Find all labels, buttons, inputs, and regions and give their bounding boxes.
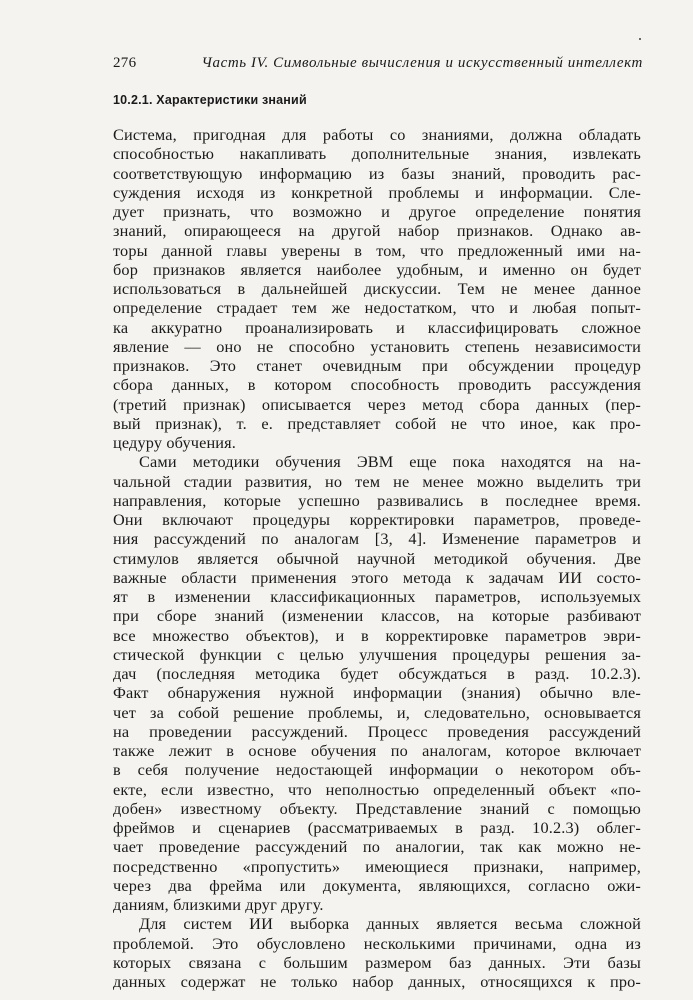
text-line: посредственно «пропустить» имеющиеся признаки, например, [113, 856, 641, 876]
text-line: на проведении рассуждений. Процесс проведения рассуждений [113, 721, 641, 741]
text-line: Факт обнаружения нужной информации (знания) обычно вле- [113, 683, 641, 703]
text-line: важные области применения этого метода к задачам ИИ состо- [113, 567, 641, 587]
text-line: чальной стадии развития, но тем не менее можно выделить три [113, 471, 641, 491]
page-number: 276 [113, 55, 137, 71]
text-line: добен» известному объекту. Представление знаний с помощью [113, 798, 641, 818]
text-line: соответствующую информацию из базы знаний, проводить рас- [113, 163, 641, 183]
text-line: в себя получение недостающей информации о некотором объ- [113, 760, 641, 780]
text-line: Система, пригодная для работы со знаниями, должна обладать [113, 125, 641, 144]
text-line: бор признаков является наиболее удобным, и именно он будет [113, 259, 641, 279]
text-line: явление — оно не способно установить степень независимости [113, 336, 641, 356]
text-line: цедуру обучения. [113, 433, 237, 452]
text-line: стической функции с целью улучшения процедуры решения за- [113, 644, 641, 664]
text-line: направления, которые успешно развивались в последнее время. [113, 490, 641, 510]
paragraph [113, 452, 641, 914]
text-line: екте, если известно, что неполностью определенный объект «по- [113, 779, 641, 799]
body-text [113, 125, 641, 991]
text-line: использоваться в дальнейшей дискуссии. Тем не менее данное [113, 279, 641, 298]
running-title: Часть IV. Символьные вычисления и искусственный интеллект [201, 55, 643, 71]
text-line: дует признать, что возможно и другое определение понятия [113, 202, 641, 221]
text-line: ния рассуждений по аналогам [3, 4]. Изменение параметров и [113, 529, 641, 549]
text-line: которых связана с большим размером баз данных. Эти базы [113, 952, 641, 972]
text-line: даниям, близкими друг другу. [113, 895, 324, 914]
text-line: вый признак), т. е. представляет собой не что иное, как про- [113, 413, 641, 433]
text-line: при сборе знаний (изменении классов, на которые разбивают [113, 606, 641, 626]
print-speck [639, 38, 641, 40]
paragraph [113, 914, 641, 991]
text-line: все множество объектов), и в корректировке параметров эври- [113, 625, 641, 645]
text-line: Сами методики обучения ЭВМ еще пока находятся на на- [139, 452, 641, 472]
text-line: Они включают процедуры корректировки параметров, проведе- [113, 510, 641, 529]
text-line: суждения исходя из конкретной проблемы и информации. Сле- [113, 182, 641, 202]
text-line: ят в изменении классификационных параметров, используемых [113, 587, 641, 606]
text-line: торы данной главы уверены в том, что предложенный ими на- [113, 240, 641, 260]
text-line: стимулов является обычной научной методикой обучения. Две [113, 548, 641, 568]
text-line: признаков. Это станет очевидным при обсуждении процедур [113, 356, 641, 375]
text-line: также лежит в основе обучения по аналогам, которое включает [113, 741, 641, 760]
text-line: способностью накапливать дополнительные знания, извлекать [113, 144, 641, 164]
text-line: данных содержат не только набор данных, относящихся к про- [113, 972, 641, 991]
running-head [113, 55, 643, 77]
text-line: определение страдает тем же недостатком, что и любая попыт- [113, 298, 641, 318]
text-line: чает проведение рассуждений по аналогии, так как можно не- [113, 837, 641, 857]
paragraph [113, 125, 641, 452]
text-line: дач (последняя методика будет обсуждаться в разд. 10.2.3). [113, 664, 641, 683]
text-line: Для систем ИИ выборка данных является весьма сложной [139, 914, 641, 934]
text-line: ка аккуратно проанализировать и классифицировать сложное [113, 317, 641, 337]
text-line: фреймов и сценариев (рассматриваемых в разд. 10.2.3) облег- [113, 818, 641, 837]
text-line: знаний, опирающееся на другой набор признаков. Однако ав- [113, 221, 641, 241]
text-line: чет за собой решение проблемы, и, следовательно, основывается [113, 702, 641, 722]
text-line: проблемой. Это обусловлено несколькими причинами, одна из [113, 933, 641, 953]
section-heading: 10.2.1. Характеристики знаний [113, 93, 307, 107]
text-line: через два фрейма или документа, являющихся, согласно ожи- [113, 875, 641, 895]
text-line: сбора данных, в котором способность проводить рассуждения [113, 375, 641, 395]
text-line: (третий признак) описывается через метод сбора данных (пер- [113, 394, 641, 414]
